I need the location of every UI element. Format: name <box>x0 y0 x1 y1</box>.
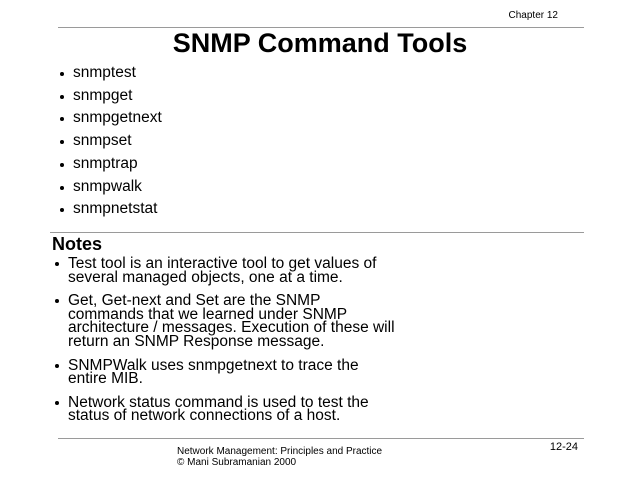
bullet-icon <box>55 364 59 368</box>
command-list <box>60 62 162 221</box>
bullet-icon <box>55 262 59 266</box>
note-item <box>55 294 595 348</box>
command-name: snmpwalk <box>73 177 142 195</box>
footer-divider <box>58 438 584 439</box>
command-name: snmpget <box>73 86 133 104</box>
note-line: status of network connections of a host. <box>68 407 341 425</box>
slide-title: SNMP Command Tools <box>172 28 468 58</box>
note-line: several managed objects, one at a time. <box>68 268 343 286</box>
note-line: Get, Get-next and Set are the SNMP <box>68 292 321 310</box>
note-line: return an SNMP Response message. <box>68 332 325 350</box>
page-number: 12-24 <box>549 441 578 453</box>
note-item <box>55 356 595 388</box>
command-name: snmpset <box>73 132 132 150</box>
note-line: Network status command is used to test the <box>68 393 369 411</box>
note-line: SNMPWalk uses snmpgetnext to trace the <box>68 356 359 374</box>
note-line: architecture / messages. Execution of these will <box>68 319 395 337</box>
bullet-icon <box>60 72 64 76</box>
list-item <box>60 198 162 221</box>
bullet-icon <box>55 299 59 303</box>
list-item <box>60 176 162 199</box>
note-item <box>55 257 595 284</box>
command-name: snmptest <box>73 64 136 81</box>
notes-list <box>55 257 595 433</box>
note-item <box>55 393 595 425</box>
list-item <box>60 85 162 108</box>
bullet-icon <box>60 163 64 167</box>
list-item <box>60 130 162 153</box>
list-item <box>60 107 162 130</box>
bullet-icon <box>60 95 64 99</box>
bullet-icon <box>60 186 64 190</box>
chapter-label: Chapter 12 <box>508 10 558 21</box>
notes-divider <box>50 232 584 233</box>
bullet-icon <box>60 117 64 121</box>
list-item <box>60 153 162 176</box>
notes-heading: Notes <box>52 234 103 254</box>
note-line: entire MIB. <box>68 370 143 388</box>
note-line: Test tool is an interactive tool to get values of <box>68 255 377 272</box>
command-name: snmptrap <box>73 154 138 172</box>
bullet-icon <box>60 208 64 212</box>
bullet-icon <box>55 401 59 405</box>
bullet-icon <box>60 140 64 144</box>
footer-book-title: Network Management: Principles and Practice <box>177 446 383 457</box>
command-name: snmpnetstat <box>73 200 158 218</box>
footer <box>177 446 382 468</box>
note-line: commands that we learned under SNMP <box>68 305 348 323</box>
command-name: snmpgetnext <box>73 109 162 127</box>
list-item <box>60 62 162 85</box>
footer-copyright: © Mani Subramanian 2000 <box>177 457 297 468</box>
